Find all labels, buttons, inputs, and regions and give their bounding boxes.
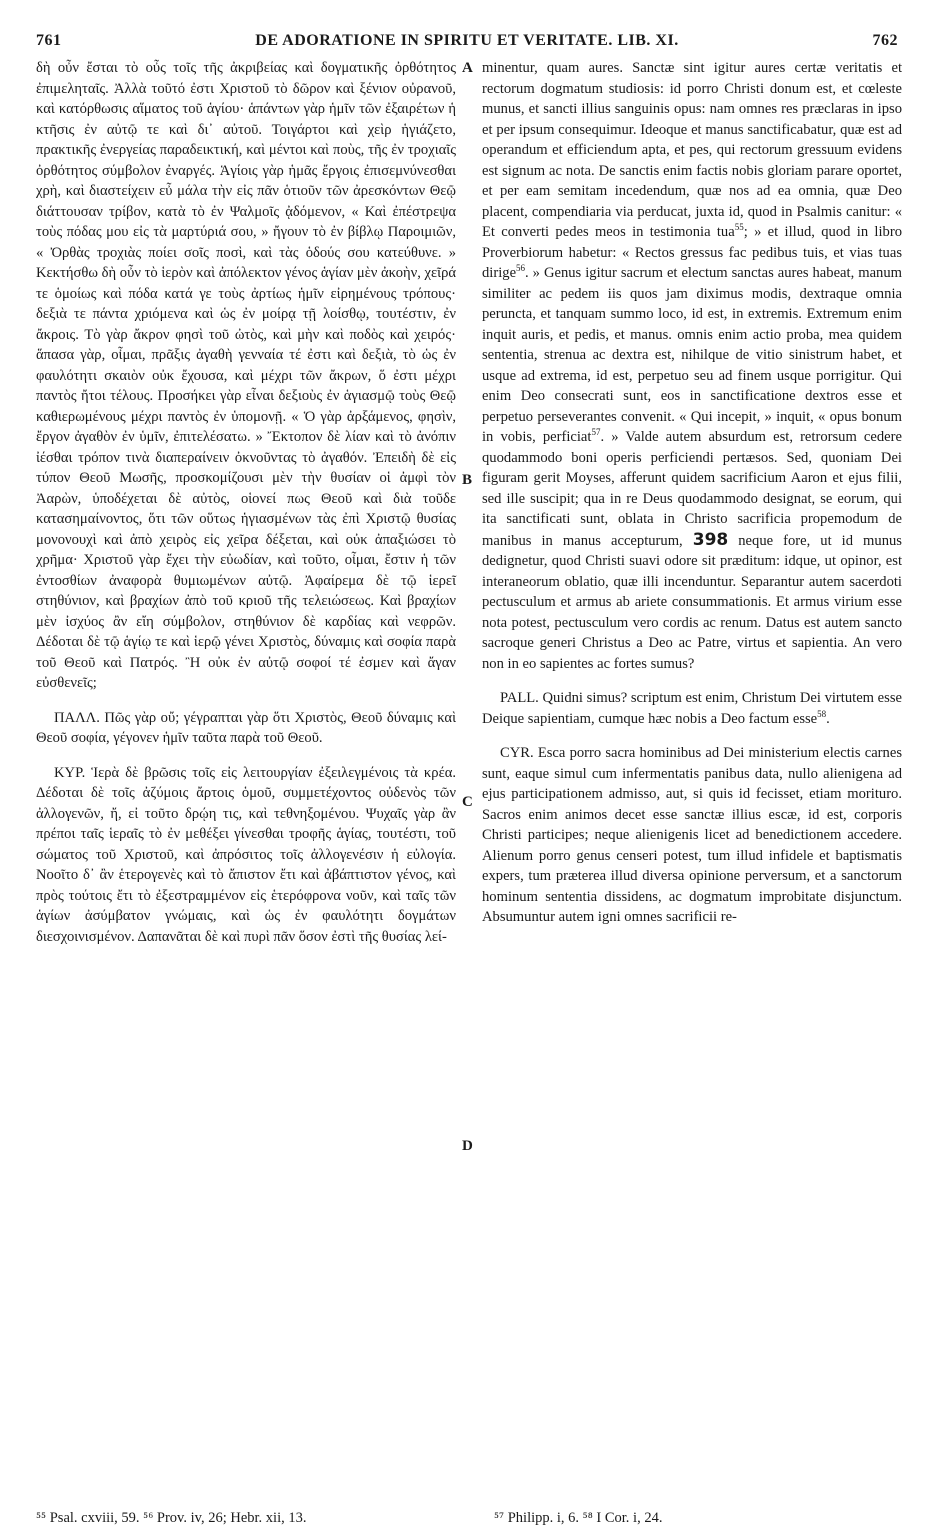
speaker-pall-latin: PALL. [500,690,539,706]
latin-paragraph-1 [482,58,902,674]
greek-paragraph-3-text: Ἱερὰ δὲ βρῶσις τοῖς εἰς λειτουργίαν ἐξειλεγμένοις τὰ κρέα. Δέδοται δὲ τοῖς ἀζύμοις ἄρτοις ὁμοῦ, συμμετέχοντος οὐδενὸς τῶν ἀλλογενῶν, ἤ, εἰ τοῦτο δρῴη τις, καὶ τεθνηξομένου. Ψυχαῖς γὰρ ἂν πρέποι ταῖς ἱεραῖς τὸ ἐν μεθέξει γίνεσθαι τροφῆς ἁγίας, τουτέστι, τοῦ σώματος τοῦ Χριστοῦ, καὶ ἀπρόσιτος τοῖς ἀλλογενέσιν ἡ εὐλογία. Νοοῖτο δ᾽ ἂν ἑτερογενὲς καὶ τὸ ἄπιστον ἔτι καὶ ἀβάπτιστον γένος, καὶ πρὸς τούτοις ἔτι τὸ ἐξεστραμμένον εἰς ἑτερόφρονα νοῦν, καὶ ταῖς τῶν ἁγίων ἀσύμβατον γνώμαις, καὶ ὡς ἐν φαυλότητι δογμάτων διεσχοινισμένον. Δαπανᾶται δὲ καὶ πυρὶ πᾶν ὅσον ἐστὶ τῆς θυσίας λεί- [36,764,456,945]
speaker-pall-greek: ΠΑΛΛ. [54,709,100,726]
latin-text-2a: Quidni simus? scriptum est enim, Christum Dei virtutem esse Deique sapientiam, cumque hæc nobis a Deo factum esse [482,690,902,727]
latin-text-3: Esca porro sacra hominibus ad Dei ministerium electis carnes sunt, eaque simul cum infermentatis panibus data, nullo alienigena ad ejus participationem admisso, aut, si quis id fecisset, etiam morituro. Sacros enim animos decet esse sanctæ illius escæ, id est, corporis Christi participes; neque alienigenis licet ad benedictionem accedere. Alienum porro genus censeri potest, tum illud infidele et baptismatis expers, tum præterea illud diversa opinione perversum, et a sanctorum hominum sententia dissidens, ac dogmatum improbitate disjunctum. Absumuntur autem igni omnes sacrificii re- [482,745,902,925]
speaker-cyr-latin: CYR. [500,745,534,761]
page [36,32,902,1526]
footnotes-left: ⁵⁵ Psal. cxviii, 59. ⁵⁶ Prov. iv, 26; Hebr. xii, 13. [36,1510,307,1526]
speaker-cyr-greek: ΚΥΡ. [54,764,86,781]
latin-text-1b: ; » et illud, quod in libro Proverbiorum habetur: « Rectos gressus fac pedibus tuis, et vias tuas dirige [482,224,902,281]
page-number-left: 761 [36,32,62,49]
latin-text-1d: . » Valde autem absurdum est, retrorsum cedere quodammodo boni operis perficiendi pertæsos. Sed, quoniam Dei figuram gerit Moyses, afferunt quidem sacrificium Aaron et ejus filii, sed ille suscipit; qua in re Deus quodammodo designat, se eorum, qui ita sanctificati sunt, oblata in Christo sacrificia propemodum de manibus in manus accepturum, [482,429,902,549]
running-title: DE ADORATIONE IN SPIRITU ET VERITATE. LIB. XI. [255,32,679,49]
greek-paragraph-3 [36,763,456,948]
running-head [36,32,898,58]
latin-text-1e: neque fore, ut id munus dedignetur, quod Christi suavi odore sit præditum: idque, ut opinor, est interaneorum oblatio, quæ illi incenduntur. Separantur autem sacerdoti pectusculum et armus ab ariete consummationis. Et armus virium esse nota potest, pectusculum vero cordis ac renum. Datus est autem sancto sacroque generi Christus a Deo ac Patre, virtus et sapientia. An vero non in eo sapientes ac fortes sumus? [482,532,902,672]
text-columns [36,58,902,1526]
latin-text-1c: . » Genus igitur sacrum et electum sanctas aures habeat, manum similiter ac pedem iis quos jam diximus modis, dextraque omnia peruncta, et tanquam summo loco, id est, in extremis. Extremum enim inquit auris, et pedis, et manus. omnis enim actio proba, mea quidem sententia, strenua ac dextra est, nihilque de vitio sinistrum habet, et usque ad extrema, id est, perpetuo seu ad finem usque porrigitur. Qui enim Deo consecrati sunt, eos in sanctificatione dextros esse et perpetuo perseverantes convenit. « Qui incepit, » inquit, « opus bonum in vobis, perficiat [482,265,902,445]
footnotes-right: ⁵⁷ Philipp. i, 6. ⁵⁸ I Cor. i, 24. [494,1510,663,1526]
section-marker-c: C [462,794,473,810]
greek-column [36,58,456,947]
latin-column [482,58,902,928]
latin-text-2b: . [826,710,830,727]
page-number-right: 762 [872,32,898,49]
column-number: 398 [692,529,729,550]
section-marker-b: B [462,472,473,488]
latin-paragraph-2 [482,688,902,729]
latin-paragraph-3 [482,743,902,928]
greek-paragraph-2-text: Πῶς γὰρ οὔ; γέγραπται γὰρ ὅτι Χριστὸς, Θεοῦ δύναμις καὶ Θεοῦ σοφία, γέγονεν ἡμῖν ταῦτα παρὰ τοῦ Θεοῦ. [36,709,456,746]
greek-paragraph-2 [36,708,456,749]
footnote-ref-55: 55 [734,222,744,233]
footnote-ref-56: 56 [516,263,526,274]
footnote-ref-57: 57 [591,427,601,438]
greek-paragraph-1: δὴ οὖν ἔσται τὸ οὖς τοῖς τῆς ἀκριβείας καὶ δογματικῆς ὀρθότητος ἐπιμεληταῖς. Ἀλλὰ τοῦτό ἐστι Χριστοῦ τὸ δῶρον καὶ ξένιον οὐρανοῦ, καὶ κατόρθωσις αἵματος τοῦ ἁγίου· ἁπάντων γὰρ ἡμῖν τῶν ἐξαιρέτων ἡ κτῆσις ἐν αὐτῷ τε καὶ δι᾽ αὐτοῦ. Τοιγάρτοι καὶ χεὶρ ἡγιάζετο, πρακτικῆς ἐνεργείας παραδεικτική, καὶ μέντοι καὶ ποὺς, τῆς ἐν τροχιαῖς ὀρθότητος σύμβολον ἐναργές. Ἁγίοις γὰρ ἡμᾶς ἔργοις ἐπισεμνύνεσθαι χρὴ, καὶ διαστείχειν εὖ μάλα τὴν εἰς πᾶν ὁτιοῦν τῶν ἀρεσκόντων Θεῷ διάττουσαν τρίβον, κατὰ τὸ ἐν Ψαλμοῖς ᾀδόμενον, « Καὶ ἐπέστρεψα τοὺς πόδας μου εἰς τὰ μαρτύριά σου, » ἤγουν τὸ ἐν βίβλῳ Παροιμιῶν, « Ὀρθὰς τροχιὰς ποίει σοῖς ποσὶ, καὶ τὰς ὁδούς σου κατεύθυνε. » Κεκτήσθω δὴ οὖν τὸ ἱερὸν καὶ ἀπόλεκτον γένος ἁγίαν μὲν ἀκοὴν, χεῖρά τε ὁμοίως καὶ πόδα κατά γε τοὺς ἀρτίως ἡμῖν εἰρημένους τρόπους· δεξιὰ τε πάντα χριόμενα καὶ ὡς ἐν μοίρᾳ τῇ λοίσθῳ, τουτέστιν, ἐν ἄκροις. Τὸ γὰρ ἄκρον φησὶ τοῦ ὠτὸς, καὶ μὴν καὶ ποδὸς καὶ χειρός· ἅπασα γὰρ, οἶμαι, πρᾶξις ἀγαθὴ γενναία τέ ἐστι καὶ δεξιὰ, τὸ ὡς ἐν φαυλότητι σκαιὸν οὐκ ἔχουσα, καὶ μέχρι τῶν ἄκρων, ὅ ἐστι μέχρι παντὸς ἤτοι τέλους. Προσήκει γὰρ εἶναι δεξιοὺς ἐν ἁγιασμῷ τοὺς Θεῷ καθιερωμένους μέχρι παντὸς ἐν ὑπομονῇ. « Ὁ γὰρ ἀρξάμενος, φησὶν, ἔργον ἀγαθὸν ἐν ὑμῖν, ἐπιτελέσατω. » Ἔκτοπον δὲ λίαν καὶ τὸ ἀνόπιν ἰέσθαι τρόπον τινὰ διαπεραίνειν ὀκνοῦντας τὸ ἀγαθόν. Ἐπειδὴ δὲ εἰς τύπον Θεοῦ Μωσῆς, προσκομίζουσι μὲν τὴν θυσίαν οἱ ἀμφὶ τὸν Ἀαρὼν, ὑποδέχεται δὲ αὐτὸς, οἱονεί πως Θεοῦ καὶ διὰ τοῦδε κατασημαίνοντος, ὅτι τῶν οὕτως ἡγιασμένων τὰς ἐπὶ Χριστῷ θυσίας μονονουχὶ καὶ ἀπὸ χειρὸς εἰς χεῖρα δέξεται, καὶ οὐκ ἀπαξιώσει τὸ χρῆμα· Χριστοῦ γὰρ ἔχει τὴν εὐωδίαν, καὶ τοῦτο, οἶμαι, ἔστιν ἡ τῶν ἐντοσθίων ἀναφορὰ θυμιωμένων αὐτῷ. Ἀφαίρεμα δὲ τῷ ἱερεῖ στηθύνιον, καὶ βραχίων ἀπὸ τοῦ κριοῦ τῆς τελειώσεως. Καὶ βραχίων μὲν ἰσχύος ἂν εἴη σύμβολον, στηθύνιον δὲ καρδίας καὶ νεφρῶν. Δέδοται δὲ τῷ ἁγίῳ τε καὶ ἱερῷ γένει Χριστὸς, δύναμις καὶ σοφία παρὰ τοῦ Θεοῦ καὶ Πατρός. Ἢ οὐκ ἐν αὐτῷ σοφοί τέ ἐσμεν καὶ ἄγαν εὐσθενεῖς; [36,60,456,691]
footnote-ref-58: 58 [817,708,827,719]
section-marker-a: A [462,60,473,76]
latin-text-1a: minentur, quam aures. Sanctæ sint igitur aures certæ veritatis et rectorum dogmatum studiosis: id porro Christi donum est, et cœleste munus, et sancti illius sanguinis opus: nam omnes res præclaras in ipso et per ipsum consequimur. Ideoque et manus sanctificabatur, quæ est ad operandum et efficiendum apta, et pes, qui rectorum gressuum evidens est signum ac nota. De sanctis enim factis nobis gloriam parare oportet, et per eam semitam incedendum, quæ nos ad ea omnia, quæ Deo placent, compendiaria via perducat, juxta id, quod in Psalmis canitur: « Et converti pedes meos in testimonia tua [482,60,902,240]
section-marker-d: D [462,1138,473,1154]
